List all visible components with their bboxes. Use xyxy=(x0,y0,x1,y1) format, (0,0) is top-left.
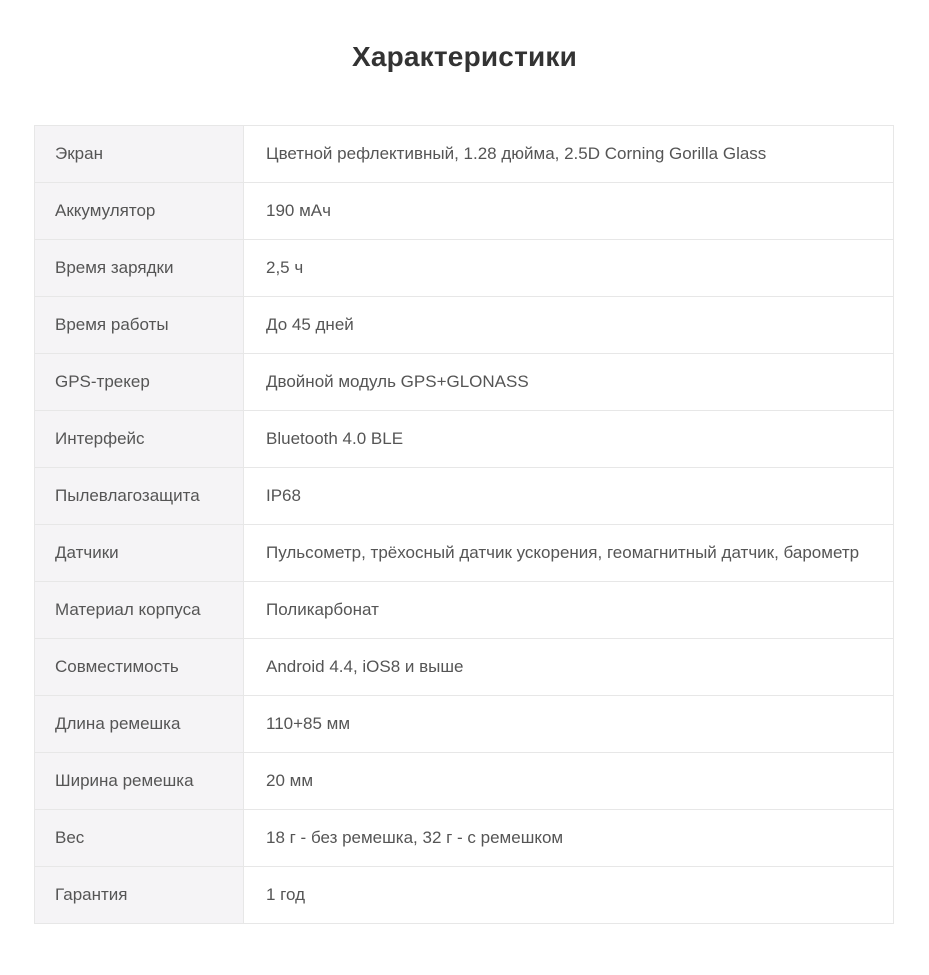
spec-value: 1 год xyxy=(244,867,894,924)
spec-value: Bluetooth 4.0 BLE xyxy=(244,411,894,468)
table-row xyxy=(35,696,894,753)
spec-value: 18 г - без ремешка, 32 г - с ремешком xyxy=(244,810,894,867)
spec-label: Интерфейс xyxy=(35,411,244,468)
table-row xyxy=(35,753,894,810)
spec-value: 190 мАч xyxy=(244,183,894,240)
spec-value: Двойной модуль GPS+GLONASS xyxy=(244,354,894,411)
spec-label: Датчики xyxy=(35,525,244,582)
spec-value: Цветной рефлективный, 1.28 дюйма, 2.5D Corning Gorilla Glass xyxy=(244,126,894,183)
spec-value: Поликарбонат xyxy=(244,582,894,639)
spec-value: 20 мм xyxy=(244,753,894,810)
table-row xyxy=(35,525,894,582)
spec-label: Вес xyxy=(35,810,244,867)
spec-label: Ширина ремешка xyxy=(35,753,244,810)
table-row xyxy=(35,468,894,525)
spec-label: Совместимость xyxy=(35,639,244,696)
table-row xyxy=(35,582,894,639)
table-row xyxy=(35,639,894,696)
spec-value: До 45 дней xyxy=(244,297,894,354)
page-title: Характеристики xyxy=(351,41,578,72)
table-row xyxy=(35,867,894,924)
spec-value: Android 4.4, iOS8 и выше xyxy=(244,639,894,696)
spec-table xyxy=(34,125,894,924)
spec-label: Гарантия xyxy=(35,867,244,924)
spec-value: 2,5 ч xyxy=(244,240,894,297)
spec-label: Время зарядки xyxy=(35,240,244,297)
spec-label: Аккумулятор xyxy=(35,183,244,240)
spec-value: 110+85 мм xyxy=(244,696,894,753)
table-row xyxy=(35,810,894,867)
table-row xyxy=(35,126,894,183)
table-row xyxy=(35,240,894,297)
spec-label: GPS-трекер xyxy=(35,354,244,411)
spec-label: Длина ремешка xyxy=(35,696,244,753)
table-row xyxy=(35,183,894,240)
spec-label: Время работы xyxy=(35,297,244,354)
spec-label: Экран xyxy=(35,126,244,183)
spec-value: Пульсометр, трёхосный датчик ускорения, геомагнитный датчик, барометр xyxy=(244,525,894,582)
spec-label: Материал корпуса xyxy=(35,582,244,639)
table-row xyxy=(35,354,894,411)
spec-value: IP68 xyxy=(244,468,894,525)
spec-label: Пылевлагозащита xyxy=(35,468,244,525)
table-row xyxy=(35,411,894,468)
table-row xyxy=(35,297,894,354)
